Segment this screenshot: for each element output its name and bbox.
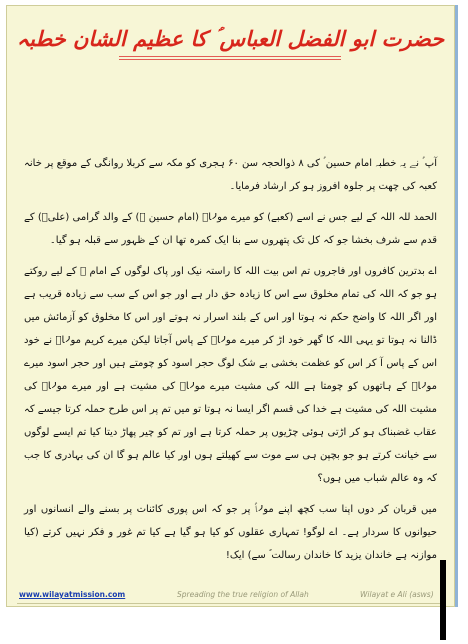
website-link[interactable]: www.wilayatmission.com (19, 590, 126, 599)
footer-credit: Wilayat e Ali (asws) (360, 590, 434, 599)
paragraph-address: اے بدترین کافروں اور فاجروں تم اس بیت اللہ کا راستہ نیک اور پاک لوگوں کے امام ؑ کے لیے روکتے ہو جو کہ اللہ کی تمام مخلوق سے اس کا زیادہ حق دار ہے اور جو اس کے سب سے زیادہ قریب ہے اور اگر اللہ کا واضح حکم نہ ہوتا اور اس کے بلند اسرار نہ ہوتے اور اس کا مخلوق کو آزمائش میں ڈالنا نہ ہوتا تو یہی اللہ کا گھر خود اڑ کر میرے مولاؑ کے پاس آجاتا لیکن میرے کریم مولاؑ نے خود اس کے پاس آ کر اس کو عظمت بخشی بے شک لوگ حجر اسود کو چومتے ہیں اور حجر اسود میرے مولاؑ کے ہاتھوں کو چومتا ہے اللہ کی مشیت میرے مولاؑ کی مشیت ہے اور میرے مولاؑ کی مشیت اللہ کی مشیت ہے خدا کی قسم اگر ایسا نہ ہوتا تو میں تم پر اس طرح حملہ کرتا جیسے کہ عقاب غضبناک ہو کر اڑتی ہوئی چڑیوں پر حملہ کرتا ہے اور تم کو چیر پھاڑ دیتا کیا تم ایسے لوگوں سے خیانت کرتے ہو جو بچپن ہی سے موت سے کھیلتے ہوں اور کیا عالم ہو گا ان کی بہادری کا جب کہ وہ عالم شباب میں ہوں؟ (24, 266, 437, 484)
paragraph-closing: میں قربان کر دوں اپنا سب کچھ اپنے مولاؑ پر جو کہ اس پوری کائنات پر بسنے والے انسانوں اور حیوانوں کا سردار ہے۔ اے لوگو! تمہاری عقلوں کو کیا ہو گیا ہے کیا تم غور و فکر نہیں کرتے (کیا موازنہ ہے خاندان یزید کا خاندان رسالت ؐ سے) ایک! (24, 504, 437, 561)
footer-tagline: Spreading the true religion of Allah (177, 590, 309, 599)
page-footer (7, 590, 454, 604)
paragraph-praise: الحمد للہ اللہ کے لیے جس نے اسے (کعبے) کو میرے مولاؑ (امام حسین ؑ) کے والد گرامی (علیؑ) کے قدم سے شرف بخشا جو کہ کل تک پتھروں سے بنا ایک کمرہ تھا ان کے ظہور سے قبلہ ہو گیا۔ (24, 212, 437, 246)
document-page (6, 5, 455, 607)
page-corner-mark (440, 560, 446, 640)
page-edge-strip (455, 5, 458, 607)
title-underline (119, 56, 341, 57)
footer-divider (17, 603, 444, 604)
title-underline-2 (119, 59, 341, 60)
paragraph-intro: آپ ؑ نے یہ خطبہ امام حسین ؑ کی ۸ ذوالحجہ سن ۶۰ ہجری کو مکہ سے کربلا روانگی کے موقع پر خانہ کعبہ کی چھت پر جلوہ افروز ہو کر ارشاد فرمایا۔ (24, 158, 438, 192)
page-title: حضرت ابو الفضل العباس ؑ کا عظیم الشان خطبہ (16, 27, 445, 51)
sermon-body (24, 152, 437, 575)
